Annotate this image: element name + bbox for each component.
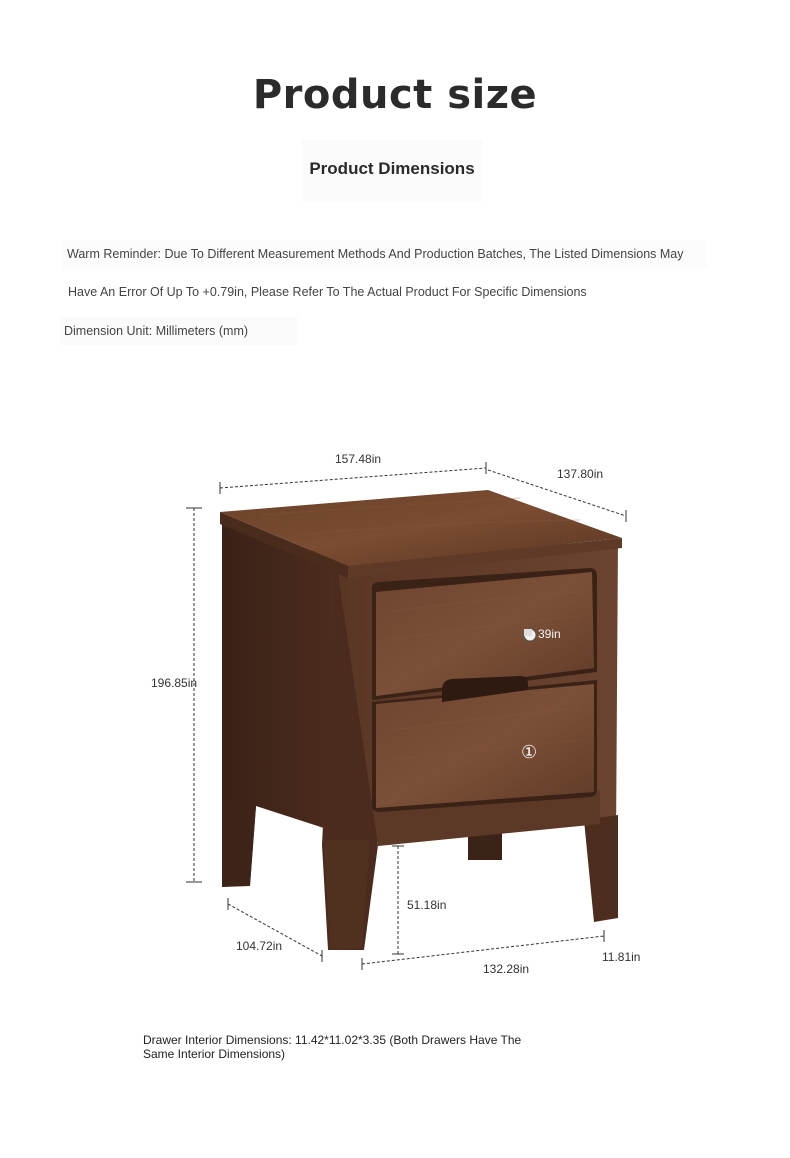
side-leg bbox=[222, 800, 256, 887]
leg-width-label: 11.81in bbox=[602, 950, 641, 964]
reminder-line-2: Have An Error Of Up To +0.79in, Please Refer To The Actual Product For Specific Dimensions bbox=[68, 285, 587, 299]
dimension-unit-note: Dimension Unit: Millimeters (mm) bbox=[60, 317, 298, 345]
drawer-marker: ① bbox=[521, 742, 538, 762]
front-right-leg bbox=[584, 815, 618, 922]
reminder-line-1: Warm Reminder: Due To Different Measurement Methods And Production Batches, The Listed Dimensions May bbox=[62, 240, 707, 268]
bottom-width-label: 132.28in bbox=[483, 962, 530, 976]
drawer-measure-icon bbox=[524, 629, 536, 641]
drawer-interior-note: Drawer Interior Dimensions: 11.42*11.02*3.35 (Both Drawers Have The Same Interior Dimensions) bbox=[143, 1033, 522, 1061]
height-label: 196.85in bbox=[151, 676, 198, 690]
section-subtitle: Product Dimensions bbox=[302, 140, 482, 202]
leg-height-label: 51.18in bbox=[407, 898, 447, 912]
page-title: Product size bbox=[252, 72, 538, 118]
lower-drawer[interactable] bbox=[376, 684, 594, 808]
drawer-size-label: 39in bbox=[538, 627, 561, 641]
bottom-depth-label: 104.72in bbox=[236, 939, 283, 953]
top-width-label: 157.48in bbox=[335, 452, 382, 466]
top-depth-label: 137.80in bbox=[557, 467, 604, 481]
